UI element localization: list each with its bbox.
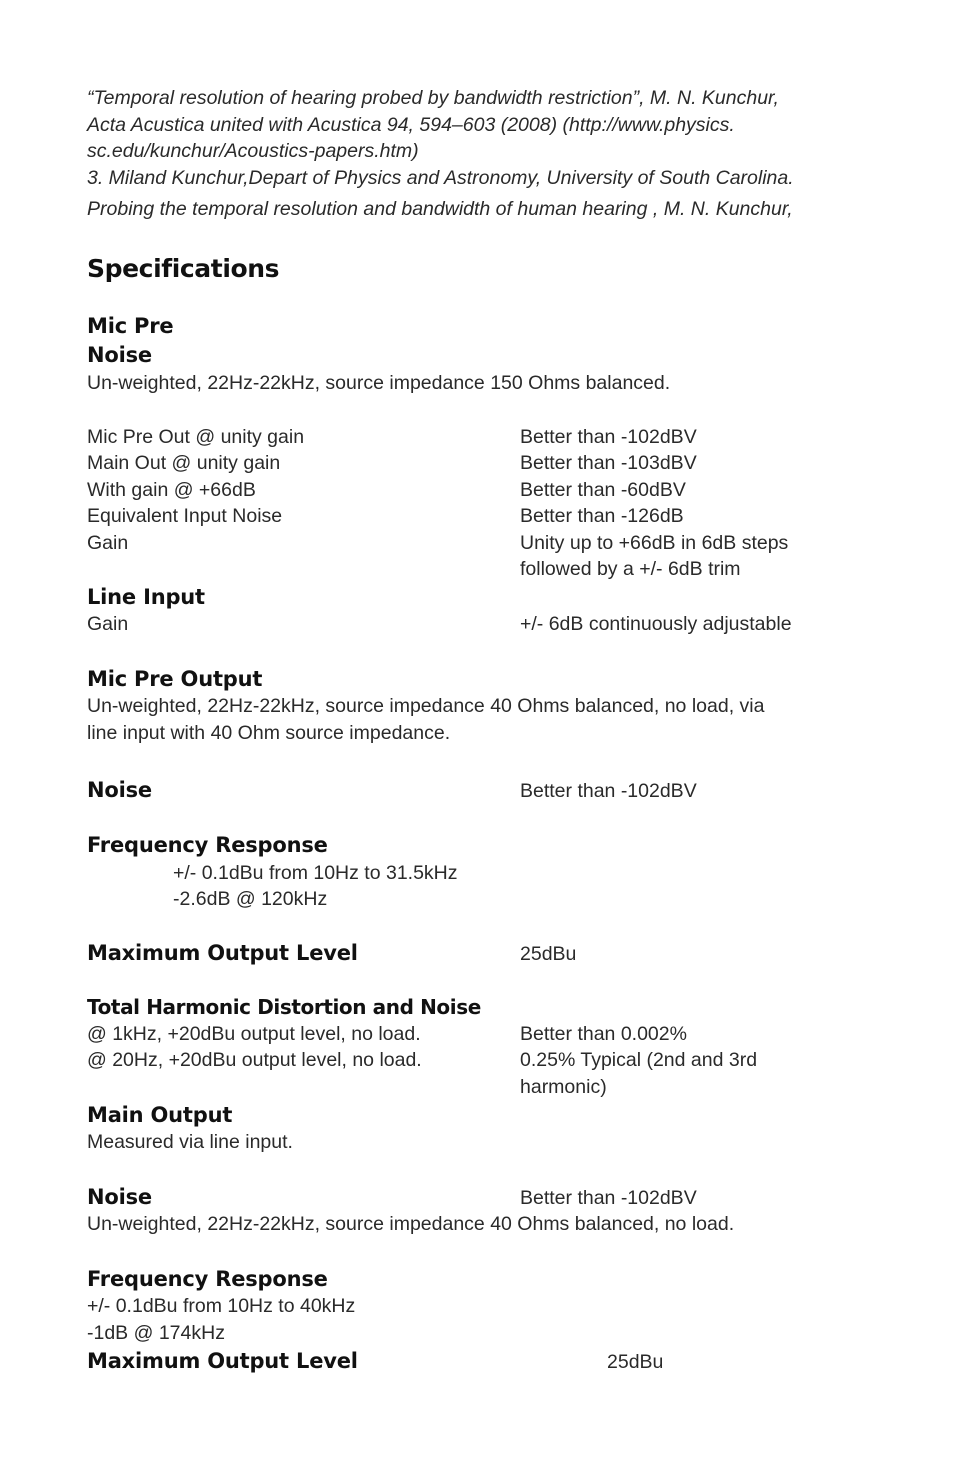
spec-value: +/- 0.1dBu from 10Hz to 40kHz [87,1295,356,1317]
spec-value: 25dBu [520,943,577,965]
spec-value: Better than 0.002% [520,1023,687,1045]
subheading-frequency-response: Frequency Response [87,833,328,857]
spec-label: Equivalent Input Noise [87,505,283,527]
spec-value: followed by a +/- 6dB trim [520,558,741,580]
reference-line: Probing the temporal resolution and bandwidth of human hearing , M. N. Kunchur, [87,198,793,220]
spec-value: +/- 6dB continuously adjustable [520,613,792,635]
subheading-maximum-output-level: Maximum Output Level [87,1349,358,1373]
subheading-noise: Noise [87,343,152,367]
reference-line: Acta Acustica united with Acustica 94, 594–603 (2008) (http://www.physics. [87,114,735,136]
section-heading-mic-pre: Mic Pre [87,314,174,338]
section-description: line input with 40 Ohm source impedance. [87,722,451,744]
spec-value: +/- 0.1dBu from 10Hz to 31.5kHz [173,862,458,884]
spec-label: Gain [87,532,129,554]
section-description: Un-weighted, 22Hz-22kHz, source impedance 40 Ohms balanced, no load, via [87,695,765,717]
spec-value: -2.6dB @ 120kHz [173,888,328,910]
subheading-frequency-response: Frequency Response [87,1267,328,1291]
spec-value: Better than -102dBV [520,426,697,448]
spec-value: 25dBu [607,1351,664,1373]
spec-label: Gain [87,613,129,635]
spec-label: Main Out @ unity gain [87,452,281,474]
spec-label: Mic Pre Out @ unity gain [87,426,305,448]
section-description: Measured via line input. [87,1131,293,1153]
spec-value: Better than -60dBV [520,479,686,501]
spec-value: 0.25% Typical (2nd and 3rd [520,1049,758,1071]
spec-label: @ 20Hz, +20dBu output level, no load. [87,1049,422,1071]
reference-line: sc.edu/kunchur/Acoustics-papers.htm) [87,140,419,162]
subheading-maximum-output-level: Maximum Output Level [87,941,358,965]
section-heading-line-input: Line Input [87,585,205,609]
spec-value: Better than -126dB [520,505,684,527]
subheading-noise: Noise [87,1185,152,1209]
spec-label: @ 1kHz, +20dBu output level, no load. [87,1023,421,1045]
section-heading-main-output: Main Output [87,1103,233,1127]
noise-description: Un-weighted, 22Hz-22kHz, source impedance 40 Ohms balanced, no load. [87,1213,735,1235]
spec-value: Better than -102dBV [520,780,697,802]
spec-label: With gain @ +66dB [87,479,256,501]
spec-value: Better than -102dBV [520,1187,697,1209]
spec-value: harmonic) [520,1076,607,1098]
section-heading-mic-pre-output: Mic Pre Output [87,667,263,691]
spec-value: Unity up to +66dB in 6dB steps [520,532,789,554]
noise-description: Un-weighted, 22Hz-22kHz, source impedance 150 Ohms balanced. [87,372,671,394]
spec-value: -1dB @ 174kHz [87,1322,225,1344]
subheading-noise: Noise [87,778,152,802]
subheading-thd: Total Harmonic Distortion and Noise [87,995,481,1019]
reference-line: “Temporal resolution of hearing probed by bandwidth restriction”, M. N. Kunchur, [87,87,779,109]
spec-value: Better than -103dBV [520,452,697,474]
reference-line: 3. Miland Kunchur,Depart of Physics and Astronomy, University of South Carolina. [87,167,794,189]
page-title: Specifications [87,254,280,283]
